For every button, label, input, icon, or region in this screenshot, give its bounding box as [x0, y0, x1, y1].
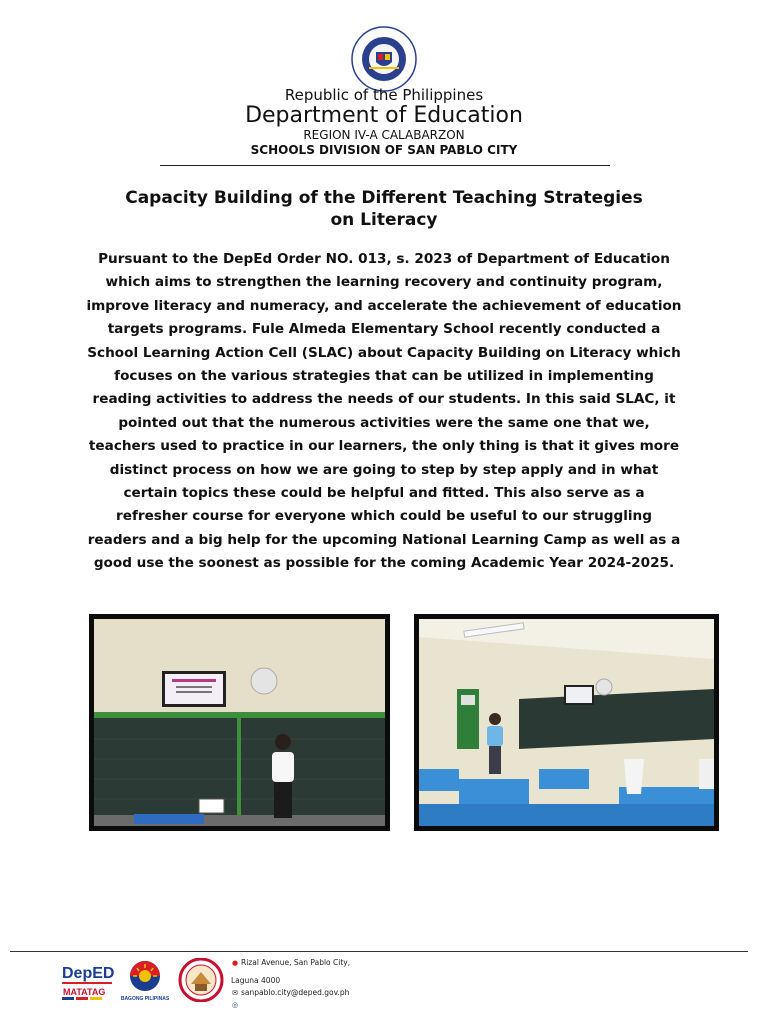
bagong-pilipinas-logo: [119, 958, 171, 1002]
division-seal-logo: [177, 958, 225, 1002]
article-title-line2: on Literacy: [330, 210, 438, 230]
republic-heading: Republic of the Philippines: [284, 86, 484, 104]
deped-logo-text: DepED: [62, 965, 114, 982]
address-line2: Laguna 4000: [231, 976, 281, 985]
header-divider: [160, 165, 610, 166]
footer-contact: [231, 957, 350, 1011]
activity-photo-1: [89, 614, 390, 831]
deped-seal-logo: [347, 26, 421, 92]
location-pin-icon: ●: [231, 959, 239, 967]
activity-photo-2: [414, 614, 719, 831]
department-heading: Department of Education: [245, 103, 523, 128]
region-heading: REGION IV-A CALABARZON: [303, 128, 465, 142]
article-title: [90, 187, 678, 231]
email-link[interactable]: sanpablo.city@deped.gov.ph: [241, 988, 350, 997]
email-line[interactable]: [231, 987, 350, 999]
footer-divider: [10, 951, 748, 952]
address-line1: Rizal Avenue, San Pablo City,: [241, 958, 351, 967]
address-line-2: [231, 975, 350, 987]
matatag-logo-text: MATATAG: [63, 987, 106, 997]
address-line: [231, 957, 350, 969]
article-title-line1: Capacity Building of the Different Teaching Strategies: [125, 188, 643, 208]
globe-icon[interactable]: ◎: [231, 1001, 239, 1009]
deped-matatag-logo: [60, 958, 114, 1002]
article-body: Pursuant to the DepEd Order NO. 013, s. 2023 of Department of Education which aims to strengthen the learning recovery and continuity program, improve literacy and numeracy, and accelerate the achievement of education targets programs. Fule Almeda Elementary School recently conducted a School Learning Action Cell (SLAC) about Capacity Building on Literacy which focuses on the various strategies that can be utilized in implementing reading activities to address the needs of our students. In this said SLAC, it pointed out that the numerous activities were the same one that we, teachers used to practice in our learners, the only thing is that it gives more distinct process on how we are going to step by step apply and in what certain topics these could be helpful and fitted. This also serve as a refresher course for everyone which could be useful to our struggling readers and a big help for the upcoming National Learning Camp as well as a good use the soonest as possible for the coming Academic Year 2024-2025.: [86, 251, 682, 572]
website-line[interactable]: [231, 999, 350, 1011]
bagong-pilipinas-text: BAGONG PILIPINAS: [120, 996, 170, 1002]
email-icon: ✉: [232, 989, 238, 997]
division-heading: SCHOOLS DIVISION OF SAN PABLO CITY: [250, 143, 518, 157]
